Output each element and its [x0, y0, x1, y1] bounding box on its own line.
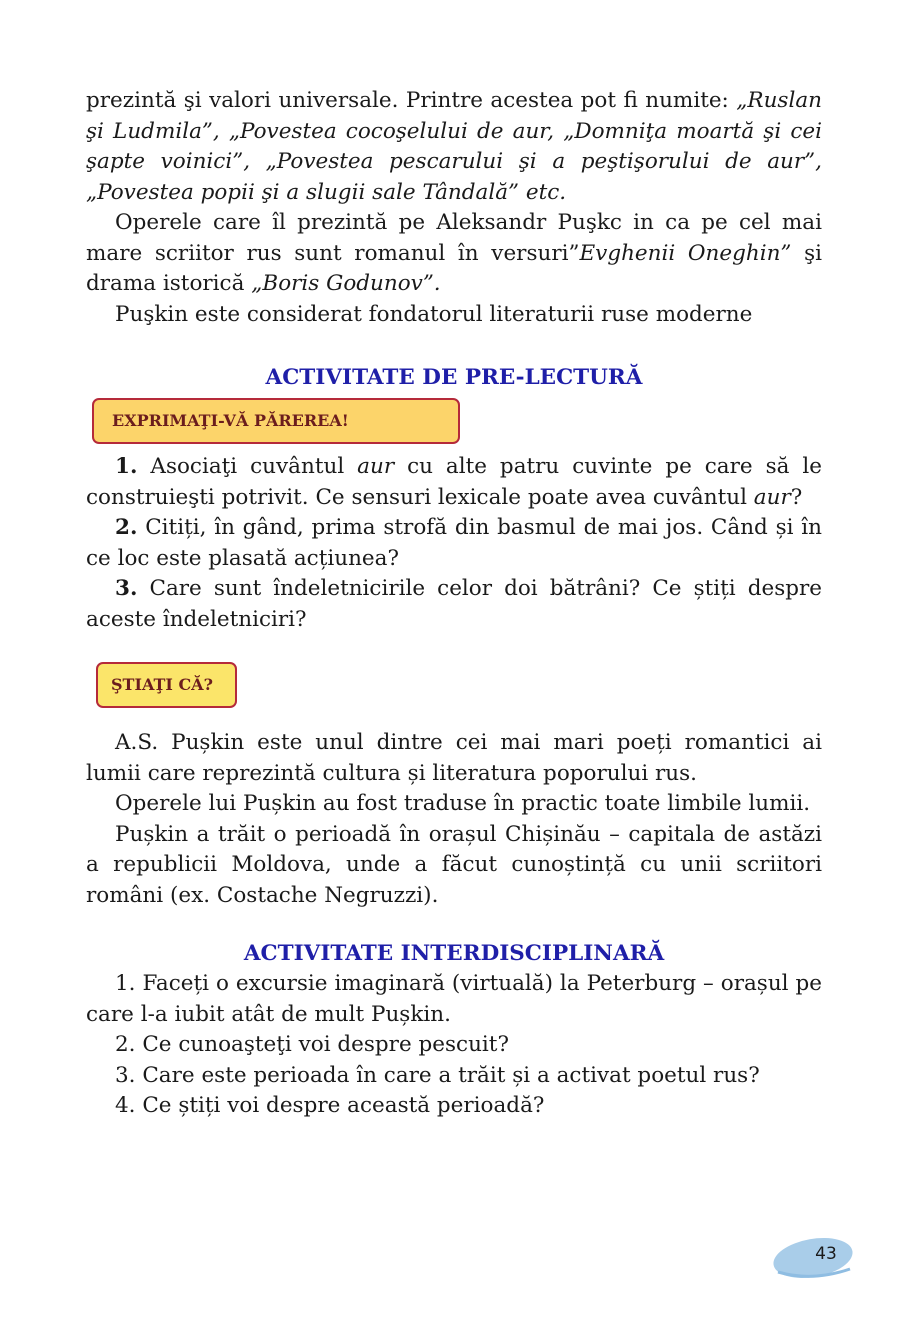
question-number: 2. — [115, 515, 138, 540]
fact-paragraph-1: A.S. Pușkin este unul dintre cei mai mari poeți romantici ai lumii care reprezintă cultura și literatura poporului rus. — [86, 730, 822, 786]
work-title: „Boris Godunov”. — [251, 271, 441, 296]
intro-paragraph-3: Puşkin este considerat fondatorul literaturii ruse moderne — [115, 301, 753, 327]
interdisciplinary-heading: ACTIVITATE INTERDISCIPLINARĂ — [243, 941, 665, 966]
intro-text: prezintă şi valori universale. Printre acestea pot fi numite: — [86, 88, 737, 113]
activity-item: 3. Care este perioada în care a trăit și a activat poetul rus? — [115, 1062, 760, 1088]
pre-reading-heading: ACTIVITATE DE PRE-LECTURĂ — [265, 365, 643, 390]
express-opinion-box: EXPRIMAŢI-VĂ PĂREREA! — [92, 398, 460, 444]
page-number-badge — [772, 1236, 856, 1282]
activity-item: 4. Ce știți voi despre această perioadă? — [115, 1093, 545, 1118]
intro-paragraph-1 — [86, 86, 822, 208]
question-3 — [86, 574, 822, 635]
intro-paragraph-2 — [86, 208, 822, 300]
question-text: Care sunt îndeletnicirile celor doi bătrâni? Ce știți despre aceste îndeletniciri? — [86, 576, 822, 632]
question-text: Citiți, în gând, prima strofă din basmul de mai jos. Când și în ce loc este plasată acțiunea? — [86, 515, 822, 571]
question-number: 3. — [115, 576, 138, 601]
activity-item: 1. Faceți o excursie imaginară (virtuală) la Peterburg – orașul pe care l-a iubit atât de mult Pușkin. — [86, 971, 822, 1027]
did-you-know-box: ŞTIAŢI CĂ? — [96, 662, 237, 708]
intro-text: şi drama istorică — [86, 240, 822, 296]
activity-item: 2. Ce cunoaşteţi voi despre pescuit? — [115, 1032, 509, 1057]
page-number: 43 — [815, 1244, 837, 1264]
page-content — [86, 86, 822, 1122]
question-2 — [86, 513, 822, 574]
question-number: 1. — [115, 454, 138, 479]
keyword: aur — [357, 454, 395, 479]
question-1 — [86, 452, 822, 513]
fact-paragraph-3: Pușkin a trăit o perioadă în orașul Chișinău – capitala de astăzi a republicii Moldova, unde a făcut cunoștință cu unii scriitori români (ex. Costache Negruzzi). — [86, 821, 822, 908]
question-text: Asociaţi cuvântul — [137, 454, 358, 479]
question-text: cu alte patru cuvinte pe care să le construieşti potrivit. Ce sensuri lexicale poate avea cuvântul — [86, 454, 822, 510]
keyword: aur — [753, 484, 791, 510]
work-title: Evghenii Oneghin” — [579, 240, 792, 266]
intro-text: Operele care îl prezintă pe Aleksandr Puşkc in ca pe cel mai mare scriitor rus sunt romanul în versuri” — [86, 210, 822, 266]
question-text: ? — [790, 484, 803, 510]
intro-works-list: „Ruslan şi Ludmila”, „Povestea cocoşelului de aur, „Domniţa moartă şi cei şapte voinici”, „Povestea pescarului şi a peştişorului de aur”, „Povestea popii şi a slugii sale Tândală” etc. — [86, 88, 822, 205]
fact-paragraph-2: Operele lui Pușkin au fost traduse în practic toate limbile lumii. — [115, 791, 811, 816]
